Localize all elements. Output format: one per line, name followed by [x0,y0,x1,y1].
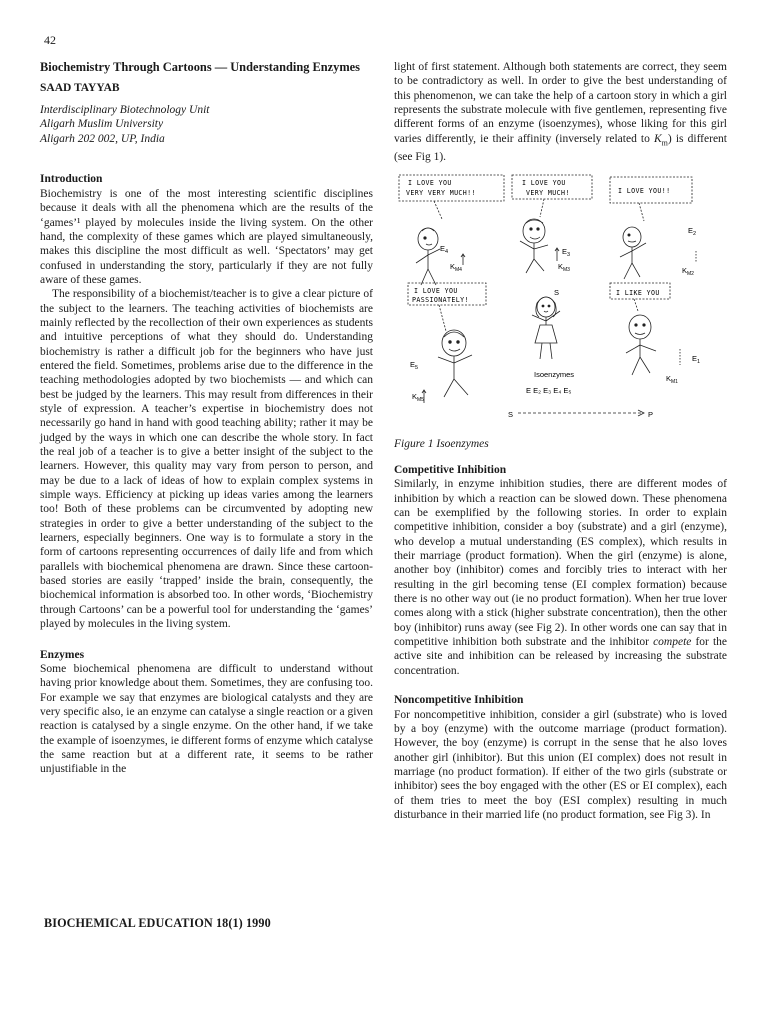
enzymes-heading: Enzymes [40,648,85,661]
bubble-text: I LOVE YOU [408,178,452,187]
author-affiliation [40,103,373,147]
enzyme-e3-figure [520,219,548,273]
substrate-girl-figure [532,297,560,359]
affiliation-line: Interdisciplinary Biotechnology Unit [40,103,210,116]
label-e4: $E_4$ [440,243,449,255]
enzyme-e5-figure [438,330,472,397]
competitive-inhibition-heading: Competitive Inhibition [394,463,507,476]
label-e3: $E_3$ [562,246,571,258]
article-title: Biochemistry Through Cartoons — Understanding Enzymes [40,60,361,74]
introduction-paragraph-2: The responsibility of a biochemist/teacher is to give a clear picture of the subject to the learners. The teaching activities of biochemists are mainly reflected by the recollection of their own experiences as students and intuitive perceptions of what they should do. Understanding biochemistry is rather a difficult job for the beginners who have just entered the field. Sometimes, problems arise due to the difference in the teaching methodologies adopted by two biochemists — and which can best be judged by the learners. This may result from differences in their style of expression. A teacher’s expertise in biochemistry does not necessarily go hand in hand with good teaching ability; rather it may be judged by the ways in which one can describe the whole story. In fact the real job of a teacher is to give a better insight of the subject to the learners. However, this quality may vary from person to person, and may be due to a lack of ideas of how to explain complex systems in simple ways. Efficiency at picking up ideas varies among the learners too! Both of these problems can be circumvented by adopting new strategies in order to give a better understanding of the subject to the learners, especially beginners. One way is to formulate a story in the form of cartoons representing occurrences of daily life and from which parallels with biochemical phenomena are drawn. Since these cartoon-based stories are easily ‘trapped’ inside the brain, consequently, the biochemical information is absorbed too. In other words, ‘Biochemistry through Cartoons’ can be a powerful tool for understanding the ‘games’ played by molecules in the living system. [40,288,373,631]
affiliation-line: Aligarh 202 002, UP, India [40,132,165,145]
enzymes-paragraph-1: Some biochemical phenomena are difficult to understand without having prior knowledge about them. Sometimes, they are confusing too. For example we say that enzymes are biological catalysts and they are very specific also, ie an enzyme can catalyse a single reaction or a given reaction is catalysed by a single enzyme. On the other hand, if we take the example of isoenzymes, ie different forms of enzyme which catalyse the same reaction but at a different rate, it seems to be rather unjustifiable in the [40,663,373,776]
km-subscript: m [661,138,668,148]
label-e5: $E_5$ [410,359,419,371]
bubble-text: VERY VERY MUCH!! [406,188,476,197]
label-e2: $E_2$ [688,225,697,237]
km-arrow [555,248,559,261]
bubble-text: PASSIONATELY! [412,295,469,304]
introduction-heading: Introduction [40,173,103,186]
km-symbol: K [654,132,662,145]
label-product: P [648,409,654,419]
noncompetitive-inhibition-heading: Noncompetitive Inhibition [394,694,524,707]
label-km5: $K_{M5}$ [412,391,424,403]
label-substrate: S [508,409,514,419]
journal-footer: BIOCHEMICAL EDUCATION 18(1) 1990 [44,916,271,930]
competitive-text-end: for the active site and inhibition can be released by increasing the substrate concentration. [394,635,727,677]
enzymes-paragraph-2 [394,60,727,165]
label-km3: $K_{M3}$ [558,261,570,273]
figure-caption: Figure 1 Isoenzymes [394,437,489,450]
label-km2: $K_{M2}$ [682,265,694,277]
bubble-text: I LOVE YOU [522,178,566,187]
right-column [394,60,727,822]
article-author: SAAD TAYYAB [40,81,120,94]
enzyme-e2-figure [620,227,646,279]
label-e1: $E_1$ [692,353,701,365]
km-arrow [461,254,465,265]
isoenzymes-cartoon [394,171,727,433]
enzyme-e4-figure [416,228,440,285]
competitive-inhibition-paragraph [394,477,727,678]
bubble-text: I LOVE YOU!! [618,186,671,195]
page-number: 42 [44,33,56,47]
label-isoenzyme-list: E E₂ E₃ E₄ E₅ [526,385,572,395]
label-isoenzymes: Isoenzymes [534,369,575,379]
bubble-text: VERY MUCH! [526,188,570,197]
introduction-paragraph-1: Biochemistry is one of the most interesting scientific disciplines because it deals with all the phenomena which are the results of the ‘games’¹ played by molecules inside the living system. On the other hand, the complexity of these games which are played simultaneously, makes this discipline the most difficult as well. ‘Spectators’ may get confused in understanding the story, particularly if they are not fully aware of these games. [40,187,373,286]
enzymes-text-end: ) is different (see Fig 1). [394,132,727,164]
enzymes-text: light of first statement. Although both statements are correct, they seem to be contradictory as well. In order to give the best understanding of this phenomenon, we can take the help of a cartoon story in which a girl represents the substrate molecule with five gentlemen, representing five different forms of an enzyme (isoenzymes), whose liking for this girl varies differently, ie their affinity (inversely related to [394,61,727,145]
emphasis-compete: compete [653,635,692,648]
affiliation-line: Aligarh Muslim University [40,118,164,131]
figure-1-isoenzymes [394,171,727,433]
bubble-text: I LIKE YOU [616,288,660,297]
enzyme-e1-figure [626,315,656,375]
left-column [40,60,373,777]
label-s-girl: S [554,287,560,297]
bubble-text: I LOVE YOU [414,286,458,295]
noncompetitive-inhibition-paragraph: For noncompetitive inhibition, consider a girl (substrate) who is loved by a boy (enzyme) with the outcome marriage (product formation). However, the boy (enzyme) is corrupt in the sense that he also loves another girl (inhibitor). But this union (EI complex) does not result in marriage (no product formation). If either of the two girls (substrate or inhibitor) sees the boy engaged with the other (ES or EI complex), each of them tries to meet the boy (ESI complex) resulting in much disturbance in their married life (no product formation, see Fig 3). In [394,708,727,821]
label-km1: $K_{M1}$ [666,373,678,385]
competitive-text: Similarly, in enzyme inhibition studies, there are different modes of inhibition by which a reaction can be slowed down. These phenomena can be exemplified by the following stories. In order to explain competitive inhibition, consider a boy (substrate) and a girl (enzyme), who develop a mutual understanding (ES complex), which results in their marriage (product formation). When the girl (enzyme) is alone, another boy (inhibitor) comes and forcibly tries to interact with her resulting in the girl becoming tense (EI complex formation) because there is no other way out (ie no product formation). When her true lover comes along with a stick (higher substrate concentration), then the other boy (inhibitor) runs away (see Fig 2). In other words one can say that in competitive inhibition both substrate and the inhibitor [394,478,727,648]
label-km4: $K_{M4}$ [450,261,462,273]
